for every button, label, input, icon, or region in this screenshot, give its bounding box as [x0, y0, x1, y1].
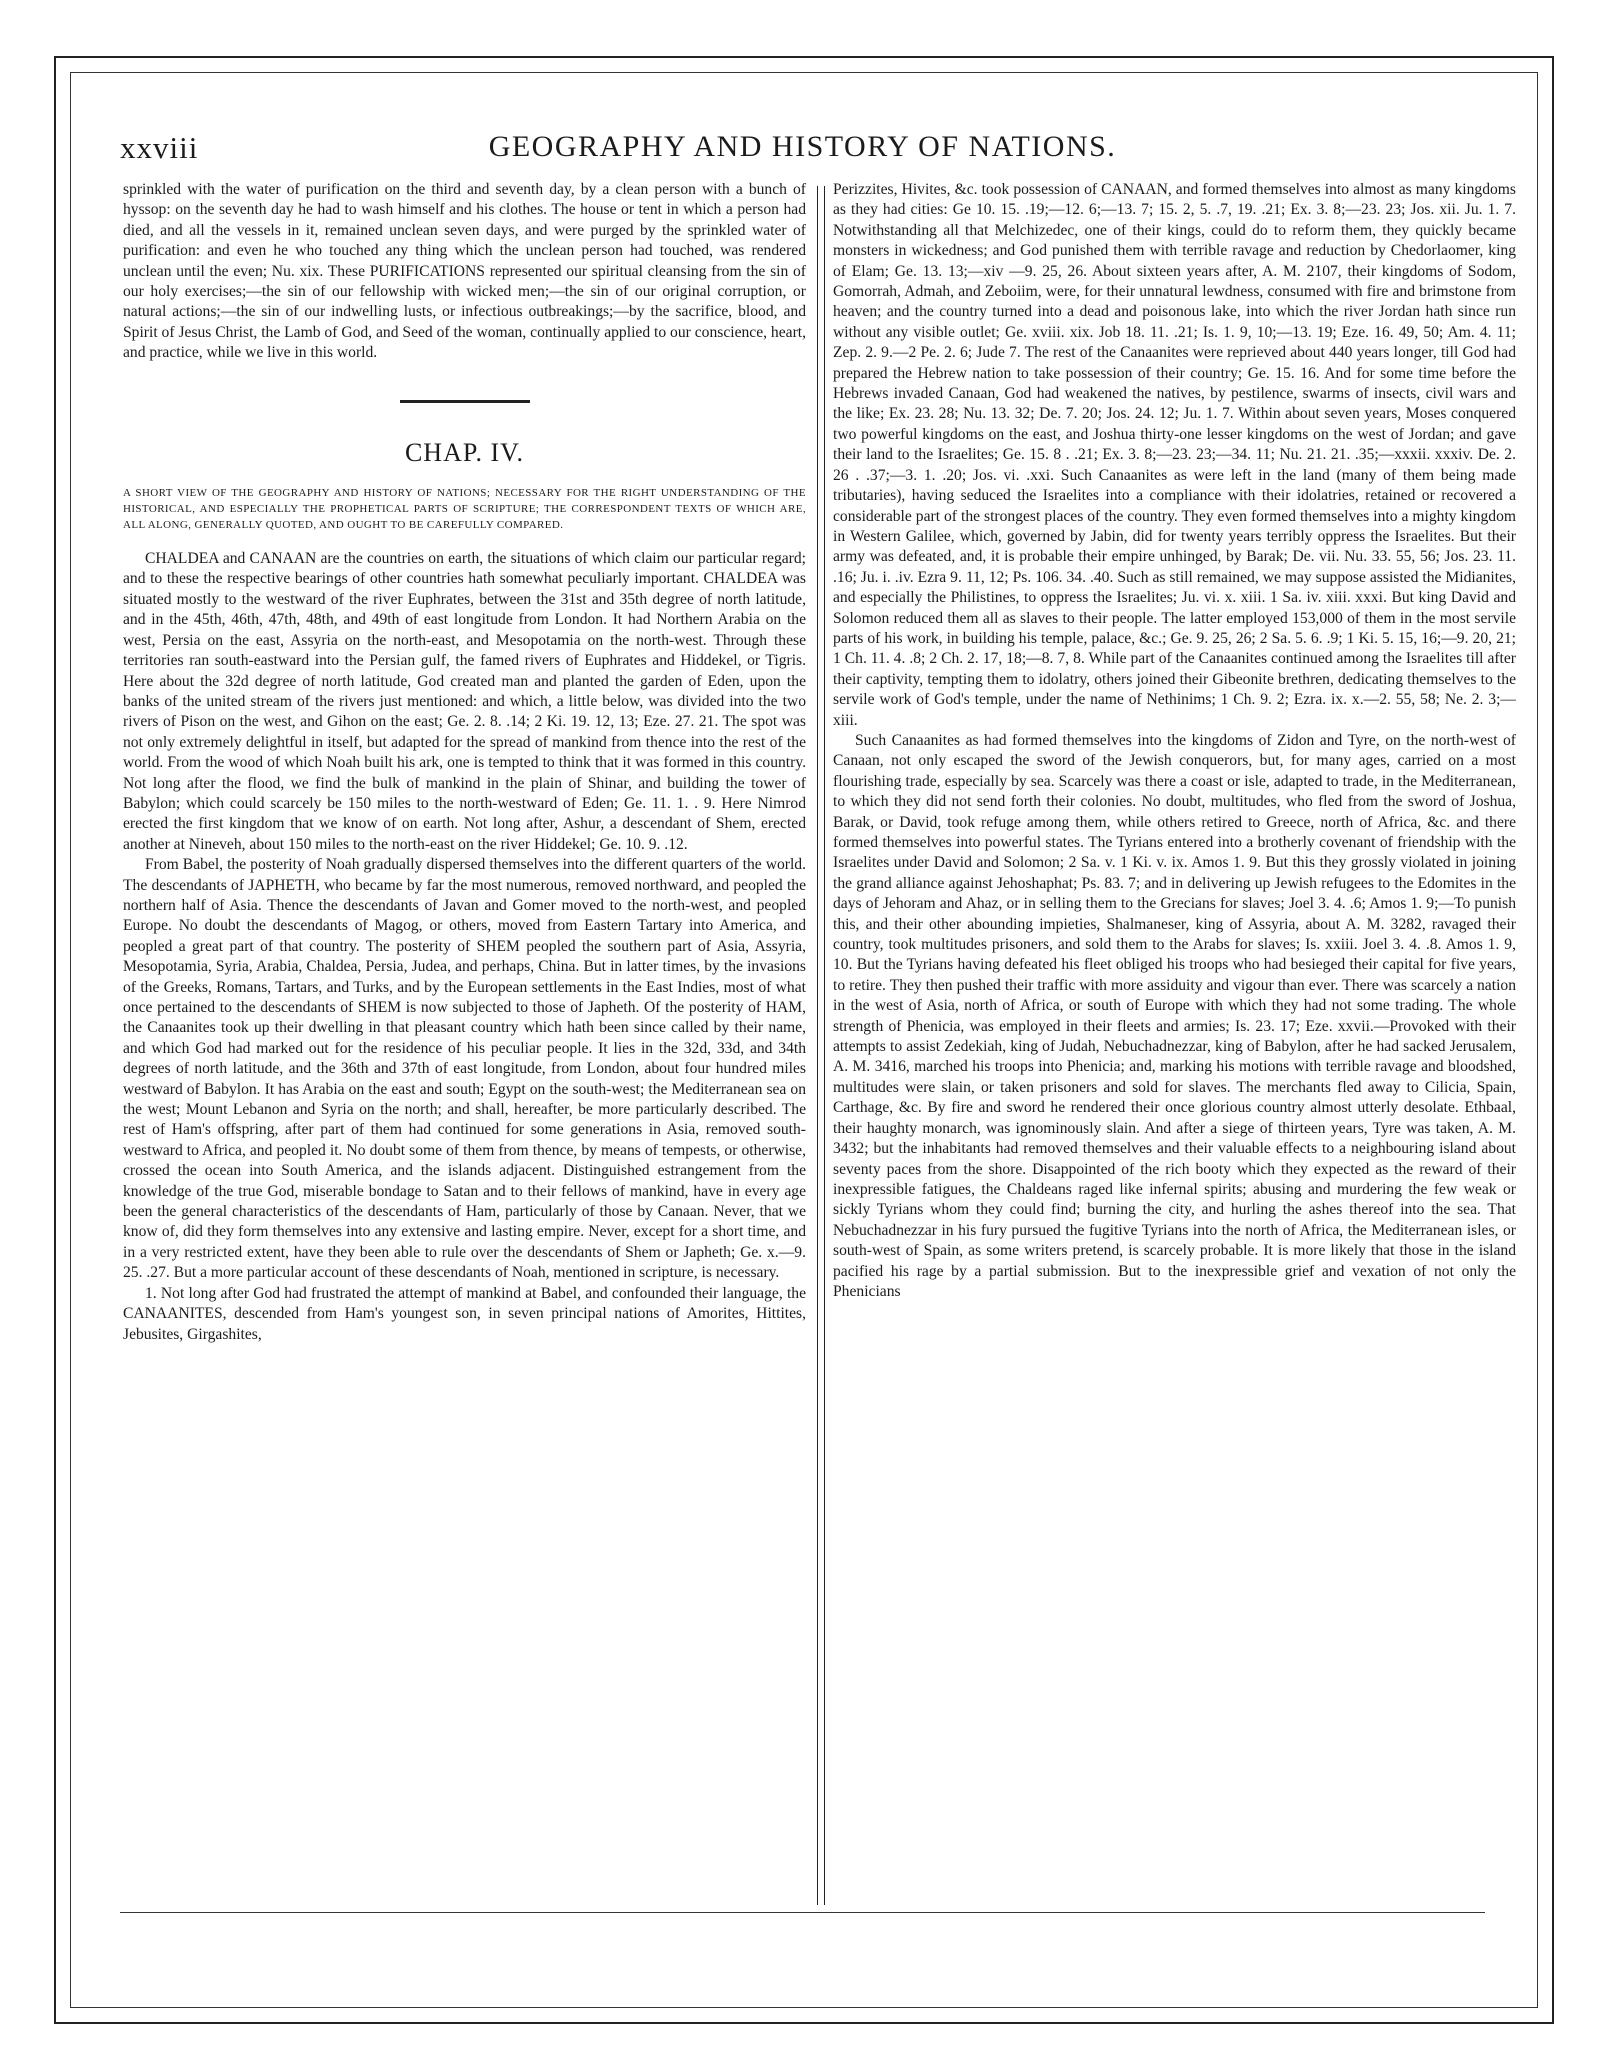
- paragraph-babel-dispersion: From Babel, the posterity of Noah gradually dispersed themselves into the different quarters of the world. The descendants of JAPHETH, who became by far the most numerous, removed northward, and peopled the northern half of Asia. Thence the descendants of Javan and Gomer moved to the north-west, and peopled Europe. No doubt the descendants of Magog, or others, moved from Eastern Tartary into America, and peopled a great part of that country. The posterity of SHEM peopled the southern part of Asia, Assyria, Mesopotamia, Syria, Arabia, Chaldea, Persia, Judea, and perhaps, China. But in latter times, by the invasions of the Greeks, Romans, Tartars, and Turks, and by the European settlements in the East Indies, most of what once pertained to the descendants of SHEM is now subjected to those of Japheth. Of the posterity of HAM, the Canaanites took up their dwelling in that pleasant country which hath been since called by their name, and which God had marked out for the residence of his peculiar people. It lies in the 32d, 33d, and 34th degrees of north latitude, and the 36th and 37th of east longitude, from London, about four hundred miles westward of Babylon. It has Arabia on the east and south; Egypt on the south-west; the Mediterranean sea on the west; Mount Lebanon and Syria on the north; and shall, hereafter, be more particularly described. The rest of Ham's offspring, after part of them had continued for some generations in Asia, removed south-westward to Africa, and peopled it. No doubt some of them from thence, by means of tempests, or otherwise, crossed the ocean into South America, and the islands adjacent. Distinguished estrangement from the knowledge of the true God, miserable bondage to Satan and to their fellows of mankind, have in every age been the general characteristics of the descendants of Ham, particularly of those by Canaan. Never, that we know of, did they form themselves into any extensive and lasting empire. Never, except for a short time, and in a very restricted extent, have they been able to rule over the descendants of Shem or Japheth; Ge. x.—9. 25. .27. But a more particular account of these descendants of Noah, mentioned in scripture, is necessary.: [123, 856, 806, 1282]
- running-title: GEOGRAPHY AND HISTORY OF NATIONS.: [488, 130, 1117, 163]
- page-header: [120, 130, 1485, 170]
- paragraph-zidon-tyre: Such Canaanites as had formed themselves into the kingdoms of Zidon and Tyre, on the north-west of Canaan, not only escaped the sword of the Jewish conquerors, but, for many ages, carried on a most flourishing trade, especially by sea. Scarcely was there a coast or isle, adapted to trade, in the Mediterranean, to which they did not send forth their colonies. No doubt, multitudes, who fled from the sword of Joshua, Barak, or David, took refuge among them, while others retired to Greece, north of Africa, &c. and there formed themselves into powerful states. The Tyrians entered into a brotherly covenant of friendship with the Israelites under David and Solomon; 2 Sa. v. 1 Ki. v. ix. Amos 1. 9. But this they grossly violated in joining the grand alliance against Jehoshaphat; Ps. 83. 7; and in delivering up Jewish refugees to the Edomites in the days of Jehoram and Ahaz, or in selling them to the Grecians for slaves; Joel 3. 4. .6; Amos 1. 9;—To punish this, and their other abounding impieties, Shalmaneser, king of Assyria, about A. M. 3282, ravaged their country, took multitudes prisoners, and sold them to the Arabs for slaves; Is. xxiii. Joel 3. 4. .8. Amos 1. 9, 10. But the Tyrians having defeated his fleet obliged his troops who had besieged their capital for five years, to retire. They then pushed their traffic with more assiduity and vigour than ever. There was scarcely a nation in the west of Asia, north of Africa, or south of Europe with which they had not some trading. The whole strength of Phenicia, was employed in their fleets and armies; Is. 23. 17; Eze. xxvii.—Provoked with their attempts to assist Zedekiah, king of Judah, Nebuchadnezzar, king of Babylon, after he had sacked Jerusalem, A. M. 3416, marched his troops into Phenicia; and, marking his motions with terrible ravage and bloodshed, multitudes were slain, or taken prisoners and sold for slaves. The merchants fled away to Cilicia, Spain, Carthage, &c. By fire and sword he rendered their once glorious country almost utterly desolate. Ethbaal, their haughty monarch, was ignominously slain. And after a siege of thirteen years, Tyre was taken, A. M. 3432; but the inhabitants had removed themselves and their valuable effects to a neighbouring island about seventy paces from the shore. Disappointed of the rich booty which they expected as the reward of their inexpressible fatigues, the Chaldeans raged like infernal spirits; abusing and murdering the few weak or sickly Tyrians whom they could find; burning the city, and hurling the ashes thereof into the sea. That Nebuchadnezzar in his fury pursued the fugitive Tyrians into the north of Africa, the Mediterranean isles, or south-west of Spain, as some writers pretend, is scarcely probable. It is more likely that those in the island pacified his rage by a partial submission. But to the inexpressible grief and vexation of not only the Phenicians: [833, 731, 1516, 1300]
- paragraph-canaan-kingdoms: Perizzites, Hivites, &c. took possession of CANAAN, and formed themselves into almost as many kingdoms as they had cities: Ge 10. 15. .19;—12. 6;—13. 7; 15. 2, 5. .7, 19. .21; Ex. 3. 8;—23. 23; Jos. xii. Ju. 1. 7. Notwithstanding all that Melchizedec, one of their kings, could do to reform them, they quickly became monsters in wickedness; and God punished them with terrible ravage and reduction by Chedorlaomer, king of Elam; Ge. 13. 13;—xiv —9. 25, 26. About sixteen years after, A. M. 2107, their kingdoms of Sodom, Gomorrah, Admah, and Zeboiim, were, for their unnatural lewdness, consumed with fire and brimstone from heaven; and the country turned into a dead and poisonous lake, into which the river Jordan hath since run without any visible outlet; Ge. xviii. xix. Job 18. 11. .21; Is. 1. 9, 10;—13. 19; Eze. 16. 49, 50; Am. 4. 11; Zep. 2. 9.—2 Pe. 2. 6; Jude 7. The rest of the Canaanites were reprieved about 440 years longer, till God had prepared the Hebrew nation to take possession of their country; Ge. 15. 16. And for some time before the Hebrews invaded Canaan, God had weakened the natives, by pestilence, swarms of insects, civil wars and the like; Ex. 23. 28; Nu. 13. 32; De. 7. 20; Jos. 24. 12; Ju. 1. 7. Within about seven years, Moses conquered two powerful kingdoms on the east, and Joshua thirty-one lesser kingdoms on the west of Jordan; and gave their land to the Israelites; Ge. 15. 8 . .21; Ex. 3. 8;—23. 23;—34. 11; Nu. 21. 21. .35;—xxxii. xxxiv. De. 2. 26 . .37;—3. 1. .20; Jos. vi. .xxi. Such Canaanites as were left in the land (many of them being made tributaries), having seduced the Israelites into a compliance with their idolatries, retained or recovered a considerable part of the strongest places of the country. They even formed themselves into a mighty kingdom in Western Galilee, which, governed by Jabin, did for twenty years terribly oppress the Israelites. But their army was defeated, and, it is probable their empire unhinged, by Barak; De. vii. Nu. 33. 55, 56; Jos. 23. 11. .16; Ju. i. .iv. Ezra 9. 11, 12; Ps. 106. 34. .40. Such as still remained, we may suppose assisted the Midianites, and especially the Philistines, to oppress the Israelites; Ju. vi. x. xiii. 1 Sa. iv. xiii. xxxi. But king David and Solomon reduced them all as slaves to their people. The latter employed 153,000 of them in the most servile parts of his work, in building his temple, palace, &c.; Ge. 9. 25, 26; 2 Sa. 5. 6. .9; 1 Ki. 5. 15, 16;—9. 20, 21; 1 Ch. 11. 4. .8; 2 Ch. 2. 17, 18;—8. 7, 8. While part of the Canaanites continued among the Israelites till after their captivity, tempting them to idolatry, others joined their Gibeonite brethren, dedicating themselves to the servile work of God's temple, under the name of Nethinims; 1 Ch. 9. 2; Ezra. ix. x.—2. 55, 58; Ne. 2. 3;—xiii.: [833, 181, 1516, 729]
- paragraph-purifications: sprinkled with the water of purification on the third and seventh day, by a clean person with a bunch of hyssop: on the seventh day he had to wash himself and his clothes. The house or tent in which a person had died, and all the vessels in it, remained unclean seven days, and were purged by the sprinkled water of purification: and even he who touched any thing which the unclean person had touched, was rendered unclean until the even; Nu. xix. These PURIFICATIONS represented our spiritual cleansing from the sin of our holy exercises;—the sin of our fellowship with wicked men;—the sin of our original corruption, or natural actions;—the sin of our indwelling lusts, or infectious outbreakings;—by the sacrifice, blood, and Spirit of Jesus Christ, the Lamb of God, and Seed of the woman, continually applied to our conscience, heart, and practice, while we live in this world.: [123, 181, 806, 362]
- column-divider-left: [817, 186, 818, 1905]
- column-divider-right: [824, 186, 825, 1905]
- bottom-rule: [120, 1912, 1485, 1913]
- left-column: [123, 180, 806, 1895]
- paragraph-canaanites-start: 1. Not long after God had frustrated the attempt of mankind at Babel, and confounded their language, the CANAANITES, descended from Ham's youngest son, in seven principal nations of Amorites, Hittites, Jebusites, Girgashites,: [123, 1284, 806, 1343]
- paragraph-chaldea-canaan: CHALDEA and CANAAN are the countries on earth, the situations of which claim our particular regard; and to these the respective bearings of other countries hath somewhat peculiarly important. CHALDEA was situated mostly to the westward of the river Euphrates, between the 31st and 35th degree of north latitude, and in the 45th, 46th, 47th, 48th, and 49th of east longitude from London. It had Northern Arabia on the west, Persia on the east, Assyria on the north-east, and Mesopotamia on the north-west. Through these territories ran south-eastward into the Persian gulf, the famed rivers of Euphrates and Hiddekel, or Tigris. Here about the 32d degree of north latitude, God created man and planted the garden of Eden, upon the banks of the united stream of the rivers just mentioned: and which, a little below, was divided into the two rivers of Pison on the west, and Gihon on the east; Ge. 2. 8. .14; 2 Ki. 19. 12, 13; Eze. 27. 21. The spot was not only extremely delightful in itself, but adapted for the spread of mankind from thence into the rest of the world. From the wood of which Noah built his ark, one is tempted to think that it was formed in this country. Not long after the flood, we find the bulk of mankind in the plain of Shinar, and building the tower of Babylon; which could scarcely be 150 miles to the north-westward of Eden; Ge. 11. 1. . 9. Here Nimrod erected the first kingdom that we know of on earth. Not long after, Ashur, a descendant of Shem, erected another at Nineveh, about 150 miles to the north-east on the river Hiddekel; Ge. 10. 9. .12.: [123, 550, 806, 853]
- page-number: xxviii: [120, 130, 199, 165]
- right-column: [833, 180, 1516, 1895]
- chapter-title: CHAP. IV.: [404, 437, 525, 467]
- chapter-summary: A SHORT VIEW OF THE GEOGRAPHY AND HISTORY OF NATIONS; NECESSARY FOR THE RIGHT UNDERSTANDING OF THE HISTORICAL, AND ESPECIALLY THE PROPHETICAL PARTS OF SCRIPTURE; THE CORRESPONDENT TEXTS OF WHICH ARE, ALL ALONG, GENERALLY QUOTED, AND OUGHT TO BE CAREFULLY COMPARED.: [123, 487, 806, 532]
- chapter-separator-rule: [400, 400, 530, 403]
